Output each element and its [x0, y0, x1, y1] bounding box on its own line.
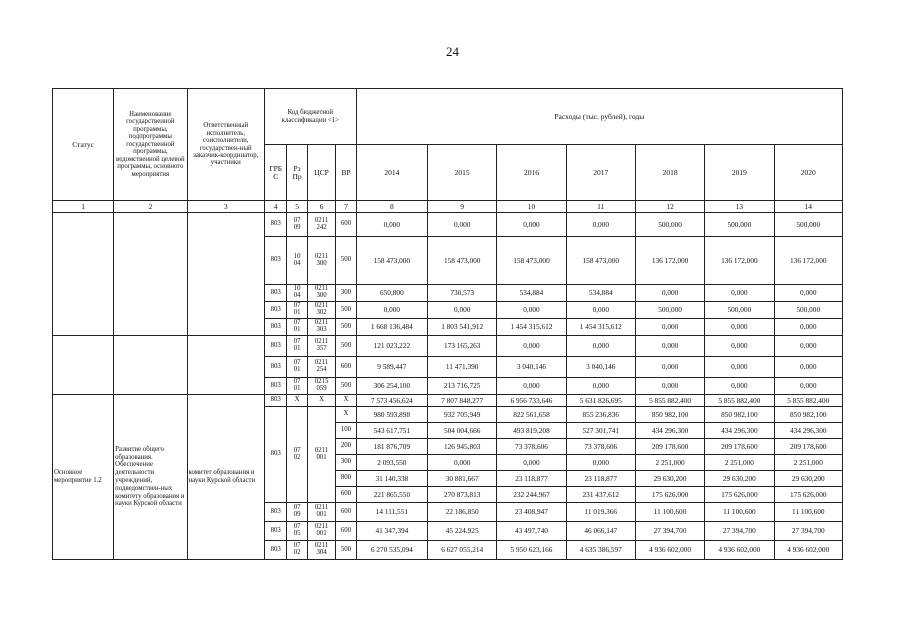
expense-value: 0,000 — [497, 378, 566, 395]
expense-value: 850 982,100 — [774, 407, 842, 423]
expense-value: 850 982,100 — [705, 407, 774, 423]
expense-value: 213 716,725 — [428, 378, 497, 395]
vr-cell: 600 — [336, 213, 356, 237]
column-numbers-row — [53, 201, 843, 213]
expense-value: 22 186,850 — [428, 503, 497, 522]
header-executor: Ответственный исполнитель, соисполнители, государствен-ный заказчик-координатор, участники — [187, 89, 264, 201]
expense-value: 534,884 — [566, 285, 635, 302]
expense-value: 158 473,000 — [428, 237, 497, 285]
column-number: 5 — [287, 201, 307, 213]
csr-cell-part: 001 — [316, 511, 327, 518]
total-row — [53, 395, 843, 407]
csr-cell-part: 0211 — [314, 359, 329, 367]
expense-value: 29 630,200 — [774, 471, 842, 487]
column-number: 11 — [566, 201, 635, 213]
expense-value: 209 178,600 — [705, 439, 774, 455]
grbs-cell: 803 — [264, 522, 286, 541]
csr-cell-part: 0211 — [314, 446, 329, 454]
rzpr-cell-part: 09 — [293, 223, 301, 231]
vr-cell: 600 — [336, 522, 356, 541]
header-year: 2016 — [497, 145, 566, 201]
csr-cell-part: 254 — [316, 366, 327, 373]
expense-value: 0,000 — [566, 302, 635, 319]
expense-value: 0,000 — [774, 319, 842, 336]
expense-value: 27 394,700 — [774, 522, 842, 541]
expense-value: 11 019,366 — [566, 503, 635, 522]
expense-value: 7 573 456,624 — [356, 395, 427, 407]
rzpr-cell — [287, 407, 307, 503]
csr-cell-part: 0211 — [314, 523, 329, 531]
vr-cell: 300 — [336, 285, 356, 302]
rzpr-cell — [287, 285, 307, 302]
rzpr-cell-part: 07 — [293, 216, 301, 224]
expense-value: 9 589,447 — [356, 357, 427, 378]
csr-cell-part: 357 — [316, 345, 327, 352]
expense-value: 0,000 — [774, 357, 842, 378]
expense-value: 850 982,100 — [635, 407, 704, 423]
header-grbs: ГРБ С — [264, 145, 286, 201]
expense-value: 0,000 — [635, 336, 704, 357]
rzpr-cell-part: 07 — [293, 359, 301, 367]
vr-cell: 500 — [336, 378, 356, 395]
table-body — [53, 213, 843, 560]
csr-cell-part: 0211 — [314, 319, 329, 327]
expense-value: 4 936 602,000 — [635, 541, 704, 560]
expense-value: 434 296,300 — [705, 423, 774, 439]
expense-value: 0,000 — [566, 213, 635, 237]
expense-value: 534,884 — [497, 285, 566, 302]
expense-value: 434 296,300 — [635, 423, 704, 439]
column-number: 10 — [497, 201, 566, 213]
expense-value: 0,000 — [497, 213, 566, 237]
header-expenses: Расходы (тыс. рублей), годы — [356, 89, 842, 145]
column-number: 6 — [307, 201, 336, 213]
csr-cell-part: 0211 — [314, 216, 329, 224]
expense-value: 7 807 848,277 — [428, 395, 497, 407]
header-budget-code: Код бюджетной классификации <1> — [264, 89, 356, 145]
expense-value: 0,000 — [705, 378, 774, 395]
grbs-cell: 803 — [264, 541, 286, 560]
expense-value: 27 394,700 — [635, 522, 704, 541]
expense-value: 46 066,147 — [566, 522, 635, 541]
csr-cell-part: 0211 — [314, 504, 329, 512]
rzpr-cell — [287, 378, 307, 395]
expense-value: 221 865,550 — [356, 487, 427, 503]
vr-cell: 500 — [336, 237, 356, 285]
header-status: Статус — [53, 89, 114, 201]
column-number: 4 — [264, 201, 286, 213]
csr-cell-part: 242 — [316, 223, 327, 231]
rzpr-cell: X — [287, 395, 307, 407]
expense-value: 4 936 602,000 — [774, 541, 842, 560]
csr-cell — [307, 541, 336, 560]
expense-value: 0,000 — [635, 285, 704, 302]
expense-value: 5 631 826,695 — [566, 395, 635, 407]
expense-value: 175 626,000 — [774, 487, 842, 503]
expense-value: 543 617,751 — [356, 423, 427, 439]
rzpr-cell-part: 04 — [293, 259, 301, 267]
csr-cell — [307, 503, 336, 522]
rzpr-cell — [287, 503, 307, 522]
executor-cell — [187, 336, 264, 395]
expense-value: 73 378,606 — [497, 439, 566, 455]
csr-cell — [307, 407, 336, 503]
rzpr-cell-part: 07 — [293, 302, 301, 310]
csr-cell-part: 0211 — [314, 285, 329, 293]
header-year: 2019 — [705, 145, 774, 201]
header-year: 2018 — [635, 145, 704, 201]
name-cell — [114, 213, 187, 336]
grbs-cell: 803 — [264, 395, 286, 407]
vr-cell: 500 — [336, 302, 356, 319]
rzpr-cell-part: 07 — [293, 446, 301, 454]
expense-value: 822 561,658 — [497, 407, 566, 423]
rzpr-cell-part: 01 — [293, 345, 301, 352]
vr-cell: 800 — [336, 471, 356, 487]
expense-value: 136 172,000 — [774, 237, 842, 285]
expense-value: 527 301,741 — [566, 423, 635, 439]
expense-value: 30 881,667 — [428, 471, 497, 487]
expense-value: 730,573 — [428, 285, 497, 302]
expense-value: 43 497,740 — [497, 522, 566, 541]
expense-value: 11 100,600 — [774, 503, 842, 522]
rzpr-cell-part: 07 — [293, 504, 301, 512]
expense-value: 181 876,709 — [356, 439, 427, 455]
column-number: 12 — [635, 201, 704, 213]
vr-cell: 300 — [336, 455, 356, 471]
expense-value: 270 873,813 — [428, 487, 497, 503]
grbs-cell: 803 — [264, 302, 286, 319]
rzpr-cell-part: 07 — [293, 378, 301, 386]
csr-cell-part: 300 — [316, 259, 327, 267]
column-number: 3 — [187, 201, 264, 213]
table-row — [53, 213, 843, 237]
vr-cell: 200 — [336, 439, 356, 455]
expense-value: 175 626,000 — [705, 487, 774, 503]
vr-cell: 600 — [336, 357, 356, 378]
grbs-cell: 803 — [264, 503, 286, 522]
rzpr-cell — [287, 336, 307, 357]
rzpr-cell — [287, 213, 307, 237]
column-number: 9 — [428, 201, 497, 213]
header-year: 2020 — [774, 145, 842, 201]
csr-cell — [307, 378, 336, 395]
expense-value: 0,000 — [635, 319, 704, 336]
expense-value: 306 254,100 — [356, 378, 427, 395]
expense-value: 1 803 541,912 — [428, 319, 497, 336]
column-number: 7 — [336, 201, 356, 213]
expense-value: 11 471,390 — [428, 357, 497, 378]
expense-value: 0,000 — [497, 455, 566, 471]
expense-value: 0,000 — [635, 378, 704, 395]
expense-value: 500,000 — [635, 213, 704, 237]
expense-value: 1 454 315,612 — [566, 319, 635, 336]
grbs-cell: 803 — [264, 285, 286, 302]
expense-value: 31 140,338 — [356, 471, 427, 487]
expense-value: 0,000 — [566, 378, 635, 395]
rzpr-cell — [287, 357, 307, 378]
expense-value: 173 165,263 — [428, 336, 497, 357]
expense-value: 0,000 — [705, 319, 774, 336]
expense-value: 158 473,000 — [566, 237, 635, 285]
vr-cell: 500 — [336, 336, 356, 357]
header-year: 2017 — [566, 145, 635, 201]
rzpr-cell-part: 09 — [293, 511, 301, 518]
csr-cell — [307, 336, 336, 357]
csr-cell — [307, 213, 336, 237]
header-program-name: Наименование государственной программы, подпрограммы государственной программы, ведомственной целевой программы, основного мероприятия — [114, 89, 187, 201]
expense-value: 2 251,000 — [635, 455, 704, 471]
expense-value: 0,000 — [774, 285, 842, 302]
csr-cell-part: 0211 — [314, 252, 329, 260]
expense-value: 158 473,000 — [356, 237, 427, 285]
csr-cell-part: 0211 — [314, 338, 329, 346]
rzpr-cell-part: 01 — [293, 309, 301, 316]
expense-value: 0,000 — [635, 357, 704, 378]
csr-cell-part: 001 — [316, 453, 327, 461]
header-vr: ВР — [336, 145, 356, 201]
grbs-cell: 803 — [264, 213, 286, 237]
expense-value: 5 855 882,400 — [705, 395, 774, 407]
expense-value: 6 627 055,214 — [428, 541, 497, 560]
executor-cell: комитет образования и науки Курской области — [187, 395, 264, 560]
csr-cell: X — [307, 395, 336, 407]
rzpr-cell-part: 04 — [293, 292, 301, 299]
header-year: 2015 — [428, 145, 497, 201]
rzpr-cell-part: 02 — [293, 453, 301, 461]
expense-value: 2 251,000 — [705, 455, 774, 471]
rzpr-cell-part: 01 — [293, 326, 301, 333]
expense-value: 45 224,925 — [428, 522, 497, 541]
rzpr-cell-part: 10 — [293, 285, 301, 293]
expense-value: 0,000 — [774, 378, 842, 395]
expense-value: 23 408,947 — [497, 503, 566, 522]
grbs-cell: 803 — [264, 407, 286, 503]
vr-cell: X — [336, 407, 356, 423]
expense-value: 126 945,803 — [428, 439, 497, 455]
expense-value: 5 855 882,400 — [635, 395, 704, 407]
csr-cell-part: 303 — [316, 326, 327, 333]
expense-value: 175 626,000 — [635, 487, 704, 503]
grbs-cell: 803 — [264, 357, 286, 378]
expense-value: 5 950 623,166 — [497, 541, 566, 560]
rzpr-cell — [287, 237, 307, 285]
expense-value: 980 593,898 — [356, 407, 427, 423]
expense-value: 232 244,967 — [497, 487, 566, 503]
expense-value: 136 172,000 — [635, 237, 704, 285]
expense-value: 23 118,877 — [497, 471, 566, 487]
expense-value: 14 111,551 — [356, 503, 427, 522]
expense-value: 0,000 — [356, 213, 427, 237]
csr-cell-part: 0211 — [314, 302, 329, 310]
rzpr-cell-part: 02 — [293, 549, 301, 556]
expense-value: 209 178,600 — [635, 439, 704, 455]
expense-value: 0,000 — [566, 336, 635, 357]
csr-cell — [307, 319, 336, 336]
expense-value: 0,000 — [705, 336, 774, 357]
vr-cell: 600 — [336, 487, 356, 503]
status-cell — [53, 336, 114, 395]
expense-value: 41 347,394 — [356, 522, 427, 541]
rzpr-cell-part: 07 — [293, 542, 301, 550]
column-number: 14 — [774, 201, 842, 213]
csr-cell-part: 0215 — [314, 378, 329, 386]
rzpr-cell — [287, 319, 307, 336]
expense-value: 500,000 — [705, 213, 774, 237]
status-cell: Основное мероприятие 1.2 — [53, 395, 114, 560]
expense-value: 11 100,600 — [635, 503, 704, 522]
executor-cell — [187, 213, 264, 336]
header-year: 2014 — [356, 145, 427, 201]
column-number: 13 — [705, 201, 774, 213]
expense-value: 932 705,949 — [428, 407, 497, 423]
csr-cell-part: 001 — [316, 530, 327, 537]
expense-value: 29 630,200 — [635, 471, 704, 487]
expense-value: 73 378,606 — [566, 439, 635, 455]
expense-value: 209 178,600 — [774, 439, 842, 455]
csr-cell — [307, 522, 336, 541]
rzpr-cell — [287, 522, 307, 541]
expense-value: 121 023,222 — [356, 336, 427, 357]
expense-value: 650,800 — [356, 285, 427, 302]
rzpr-cell-part: 10 — [293, 252, 301, 260]
expense-value: 6 956 733,646 — [497, 395, 566, 407]
expense-value: 158 473,000 — [497, 237, 566, 285]
expense-value: 504 004,666 — [428, 423, 497, 439]
vr-cell: 100 — [336, 423, 356, 439]
expense-value: 0,000 — [356, 302, 427, 319]
csr-cell-part: 300 — [316, 292, 327, 299]
rzpr-cell-part: 05 — [293, 530, 301, 537]
header-rzpr: Рз Пр — [287, 145, 307, 201]
expense-value: 1 454 315,612 — [497, 319, 566, 336]
grbs-cell: 803 — [264, 237, 286, 285]
expense-value: 493 819,208 — [497, 423, 566, 439]
rzpr-cell-part: 01 — [293, 385, 301, 392]
expense-value: 855 236,836 — [566, 407, 635, 423]
expense-value: 11 100,600 — [705, 503, 774, 522]
expense-value: 0,000 — [705, 285, 774, 302]
expense-value: 4 936 602,000 — [705, 541, 774, 560]
table-header — [53, 89, 843, 213]
expense-value: 3 040,146 — [497, 357, 566, 378]
budget-table — [52, 88, 843, 560]
grbs-cell: 803 — [264, 336, 286, 357]
rzpr-cell — [287, 541, 307, 560]
expense-value: 500,000 — [705, 302, 774, 319]
csr-cell — [307, 237, 336, 285]
expense-value: 3 040,146 — [566, 357, 635, 378]
header-csr: ЦСР — [307, 145, 336, 201]
csr-cell-part: 0211 — [314, 542, 329, 550]
name-cell — [114, 336, 187, 395]
expense-value: 6 270 535,094 — [356, 541, 427, 560]
expense-value: 0,000 — [497, 336, 566, 357]
column-number: 8 — [356, 201, 427, 213]
rzpr-cell-part: 01 — [293, 366, 301, 373]
expense-value: 0,000 — [705, 357, 774, 378]
expense-value: 434 296,300 — [774, 423, 842, 439]
expense-value: 27 394,700 — [705, 522, 774, 541]
expense-value: 500,000 — [635, 302, 704, 319]
expense-value: 4 635 386,597 — [566, 541, 635, 560]
column-number: 2 — [114, 201, 187, 213]
expense-value: 0,000 — [774, 336, 842, 357]
grbs-cell: 803 — [264, 378, 286, 395]
rzpr-cell-part: 07 — [293, 338, 301, 346]
vr-cell: 500 — [336, 319, 356, 336]
expense-value: 0,000 — [566, 455, 635, 471]
expense-value: 5 855 882,400 — [774, 395, 842, 407]
column-number: 1 — [53, 201, 114, 213]
expense-value: 0,000 — [428, 213, 497, 237]
expense-value: 0,000 — [428, 455, 497, 471]
vr-cell: X — [336, 395, 356, 407]
name-cell: Развитие общего образования. Обеспечение деятельности учреждений, подведомствен-ных комитету образования и науки Курской области — [114, 395, 187, 560]
expense-value: 500,000 — [774, 302, 842, 319]
expense-value: 0,000 — [428, 302, 497, 319]
status-cell — [53, 213, 114, 336]
vr-cell: 500 — [336, 541, 356, 560]
grbs-cell: 803 — [264, 319, 286, 336]
rzpr-cell-part: 07 — [293, 319, 301, 327]
expense-value: 500,000 — [774, 213, 842, 237]
expense-value: 2 093,550 — [356, 455, 427, 471]
expense-value: 231 437,612 — [566, 487, 635, 503]
page-number: 24 — [446, 44, 459, 59]
csr-cell — [307, 357, 336, 378]
csr-cell-part: 302 — [316, 309, 327, 316]
rzpr-cell — [287, 302, 307, 319]
expense-value: 136 172,000 — [705, 237, 774, 285]
csr-cell — [307, 285, 336, 302]
table-row — [53, 336, 843, 357]
expense-value: 29 630,200 — [705, 471, 774, 487]
vr-cell: 600 — [336, 503, 356, 522]
expense-value: 23 118,877 — [566, 471, 635, 487]
expense-value: 2 251,000 — [774, 455, 842, 471]
csr-cell-part: 059 — [316, 385, 327, 392]
csr-cell-part: 304 — [316, 549, 327, 556]
rzpr-cell-part: 07 — [293, 523, 301, 531]
csr-cell — [307, 302, 336, 319]
expense-value: 0,000 — [497, 302, 566, 319]
expense-value: 1 668 136,484 — [356, 319, 427, 336]
